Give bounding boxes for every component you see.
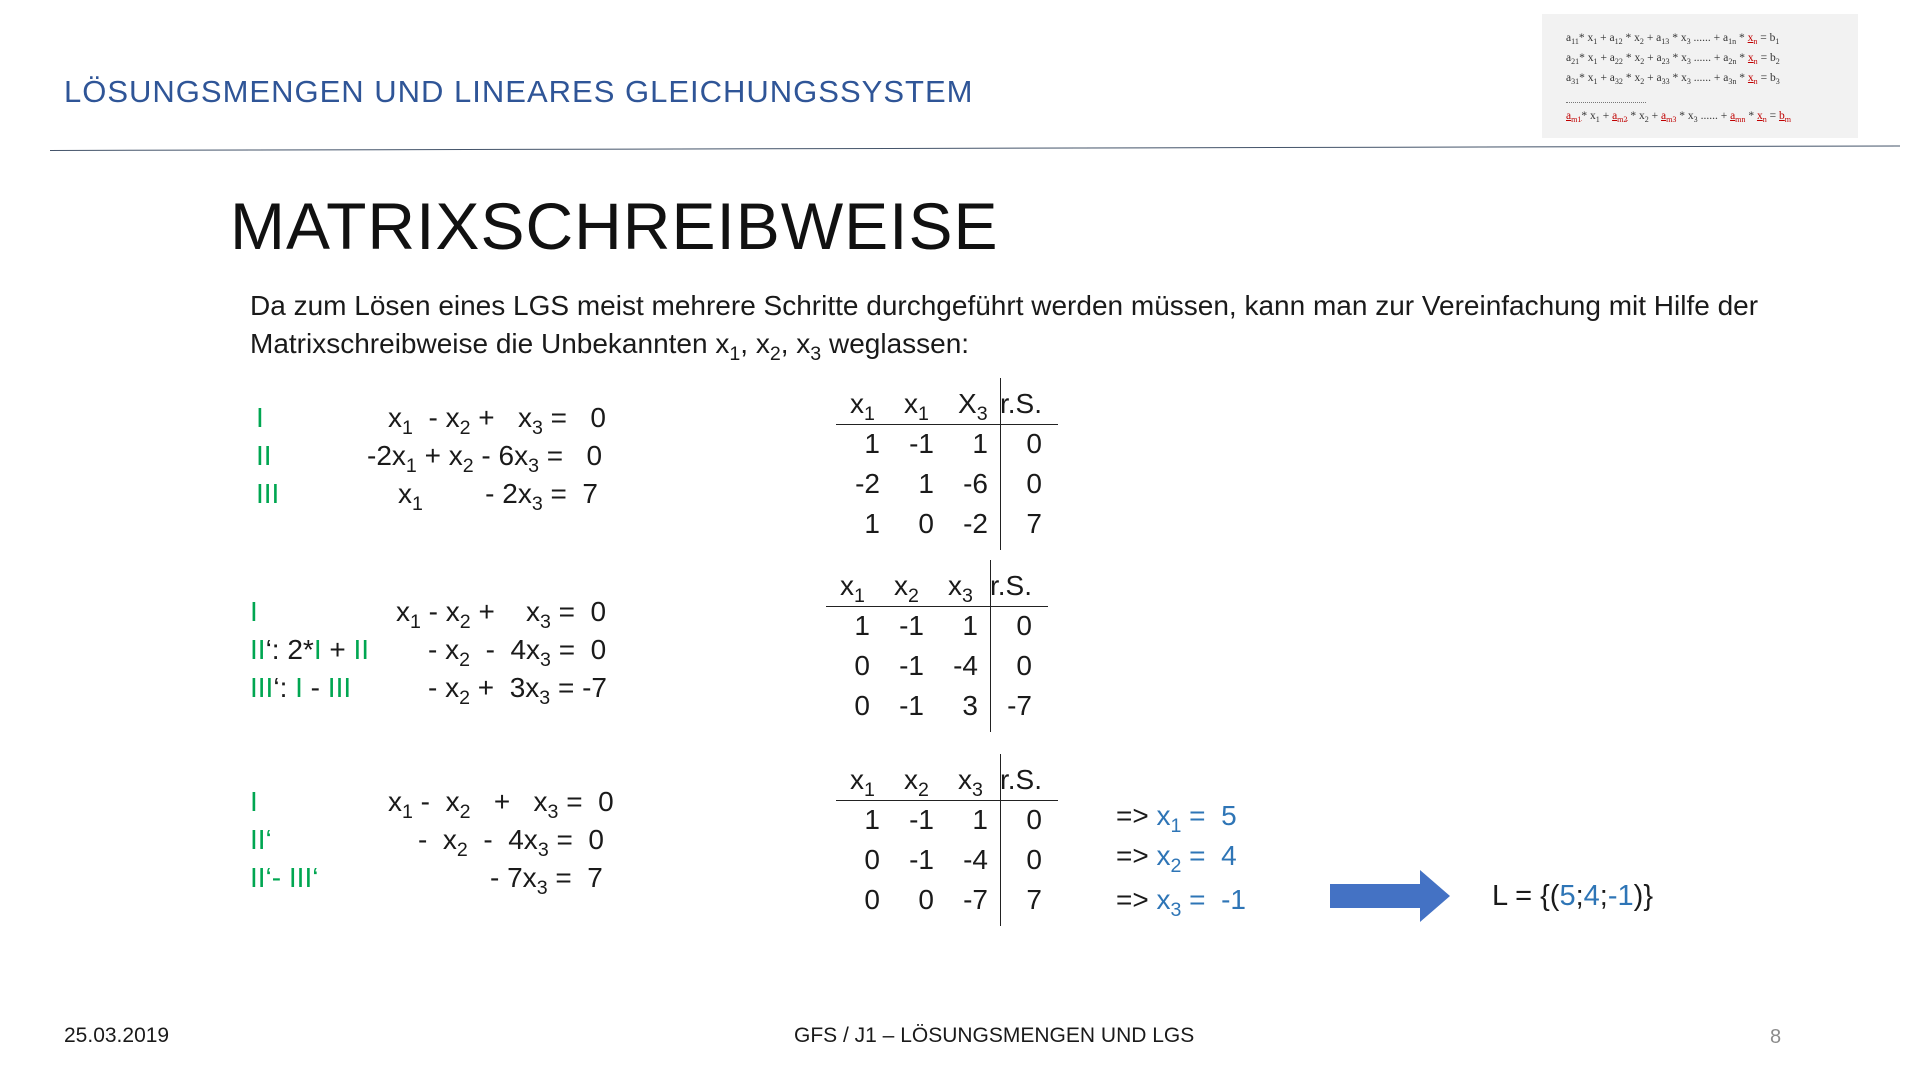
matrix-divider <box>1000 378 1001 550</box>
matrix-header: $X_3$ <box>958 388 988 425</box>
result-x2: => $x_2 = 4$ <box>1116 840 1237 877</box>
matrix-divider <box>990 560 991 732</box>
matrix-cell: 1 <box>972 804 988 835</box>
right-arrow-icon <box>1330 870 1450 922</box>
matrix-cell: -7 <box>1007 690 1032 721</box>
matrix-header-rule <box>826 606 1048 607</box>
solution-set: L = {(5;4;-1)} <box>1492 880 1653 912</box>
equation: $x_1 - x_2$ + $x_3 = 0$ <box>396 596 607 633</box>
matrix-cell: -6 <box>963 468 988 499</box>
matrix-cell: 0 <box>918 508 934 539</box>
equation: $x_1 - x_2 + x_3 = 0$ <box>388 402 606 439</box>
matrix-header: $x_3$ <box>958 764 983 801</box>
matrix-header: $x_1$ <box>850 764 875 801</box>
thumb-line-1: $a_{11}*$ $x_1 + a_{12} * x_2 + a_{13} * x_3$ ...... + $a_{1n} * x_n = b_1$ <box>1566 32 1780 46</box>
equation: $x_1$ - $2x_3 = 7$ <box>398 478 598 515</box>
matrix-header: $x_2$ <box>894 570 919 607</box>
matrix-cell: -1 <box>899 650 924 681</box>
row-label: III <box>256 478 280 509</box>
matrix-cell: 0 <box>1016 650 1032 681</box>
matrix-header-rule <box>836 424 1058 425</box>
row-label: I <box>250 596 258 627</box>
matrix-cell: 3 <box>962 690 978 721</box>
matrix-header: $x_2$ <box>904 764 929 801</box>
row-label: I <box>256 402 264 433</box>
row-label: II‘ <box>250 824 272 855</box>
equation: $-2x_1 + x_2 - 6x_3 = 0$ <box>367 440 603 477</box>
matrix-cell: 0 <box>1026 844 1042 875</box>
matrix-cell: -1 <box>909 428 934 459</box>
footer-date: 25.03.2019 <box>64 1024 170 1047</box>
matrix-cell: 0 <box>918 884 934 915</box>
matrix-cell: 0 <box>864 884 880 915</box>
matrix-cell: 7 <box>1026 508 1042 539</box>
row-label: II <box>256 440 272 471</box>
footer-title: GFS / J1 – LÖSUNGSMENGEN UND LGS <box>794 1024 1195 1047</box>
row-label: I <box>250 786 258 817</box>
equation: - $7x_3 = 7$ <box>490 862 603 899</box>
matrix-cell: 7 <box>1026 884 1042 915</box>
thumb-line-3: $a_{31}*$ $x_1 + a_{32} * x_2 + a_{33} * x_3$ ...... + $a_{3n} * x_n = b_3$ <box>1566 72 1780 86</box>
matrix-cell: 0 <box>854 690 870 721</box>
matrix-cell: -1 <box>899 610 924 641</box>
row-label: III‘: I - III <box>250 672 352 703</box>
matrix-cell: 0 <box>1026 468 1042 499</box>
result-x3: => $x_3 = -1$ <box>1116 884 1246 921</box>
matrix-cell: 1 <box>918 468 934 499</box>
equation: - $x_2 - 4x_3 = 0$ <box>428 634 607 671</box>
matrix-cell: 0 <box>1026 804 1042 835</box>
equation: - $x_2 - 4x_3 = 0$ <box>418 824 604 861</box>
row-label: II‘- III‘ <box>250 862 319 893</box>
header-title: LÖSUNGSMENGEN UND LINEARES GLEICHUNGSSYSTEM <box>64 74 974 109</box>
matrix-cell: 1 <box>972 428 988 459</box>
general-lgs-image <box>1542 14 1858 138</box>
matrix-header: $x_1$ <box>850 388 875 425</box>
matrix-header: r.S. <box>990 570 1033 601</box>
matrix-header: $x_1$ <box>904 388 929 425</box>
equation: - $x_2 + 3x_3 = -7$ <box>428 672 607 709</box>
matrix-cell: -7 <box>963 884 988 915</box>
page-number: 8 <box>1770 1026 1782 1048</box>
matrix-cell: -2 <box>963 508 988 539</box>
matrix-cell: -1 <box>899 690 924 721</box>
row-label: II‘: 2*I + II <box>250 634 370 665</box>
matrix-cell: 0 <box>1016 610 1032 641</box>
matrix-header: r.S. <box>1000 388 1043 419</box>
matrix-cell: 0 <box>1026 428 1042 459</box>
matrix-header: $x_1$ <box>840 570 865 607</box>
intro-line-2: Matrixschreibweise die Unbekannten $x_1$, $x_2$, $x_3$ weglassen: <box>250 328 970 365</box>
thumb-line-2: $a_{21}*$ $x_1 + a_{22} * x_2 + a_{23} * x_3$ ...... + $a_{2n} * x_n = b_2$ <box>1566 52 1780 66</box>
header-divider <box>50 145 1900 151</box>
matrix-header: $x_3$ <box>948 570 973 607</box>
matrix-cell: -1 <box>909 804 934 835</box>
matrix-cell: 1 <box>854 610 870 641</box>
result-x1: => $x_1 = 5$ <box>1116 800 1237 837</box>
equation: $x_1 - x_2 + x_3 = 0$ <box>388 786 614 823</box>
matrix-divider <box>1000 754 1001 926</box>
matrix-cell: -2 <box>855 468 880 499</box>
matrix-cell: 1 <box>864 804 880 835</box>
matrix-cell: 0 <box>854 650 870 681</box>
matrix-cell: -1 <box>909 844 934 875</box>
matrix-cell: -4 <box>963 844 988 875</box>
matrix-header: r.S. <box>1000 764 1043 795</box>
thumb-line-4: $a_{m1}*$ $x_1 + a_{m2} * x_2 + a_{m3} * x_3$ ...... + $a_{mn} * x_n = b_m$ <box>1566 110 1792 124</box>
matrix-cell: 0 <box>864 844 880 875</box>
matrix-cell: 1 <box>962 610 978 641</box>
intro-line-1: Da zum Lösen eines LGS meist mehrere Schritte durchgeführt werden müssen, kann man zur Vereinfachung mit Hilfe der <box>250 290 1759 321</box>
slide-title: MATRIXSCHREIBWEISE <box>230 189 999 263</box>
matrix-cell: -4 <box>953 650 978 681</box>
matrix-header-rule <box>836 800 1058 801</box>
thumb-dots <box>1566 102 1646 103</box>
matrix-cell: 1 <box>864 508 880 539</box>
matrix-cell: 1 <box>864 428 880 459</box>
